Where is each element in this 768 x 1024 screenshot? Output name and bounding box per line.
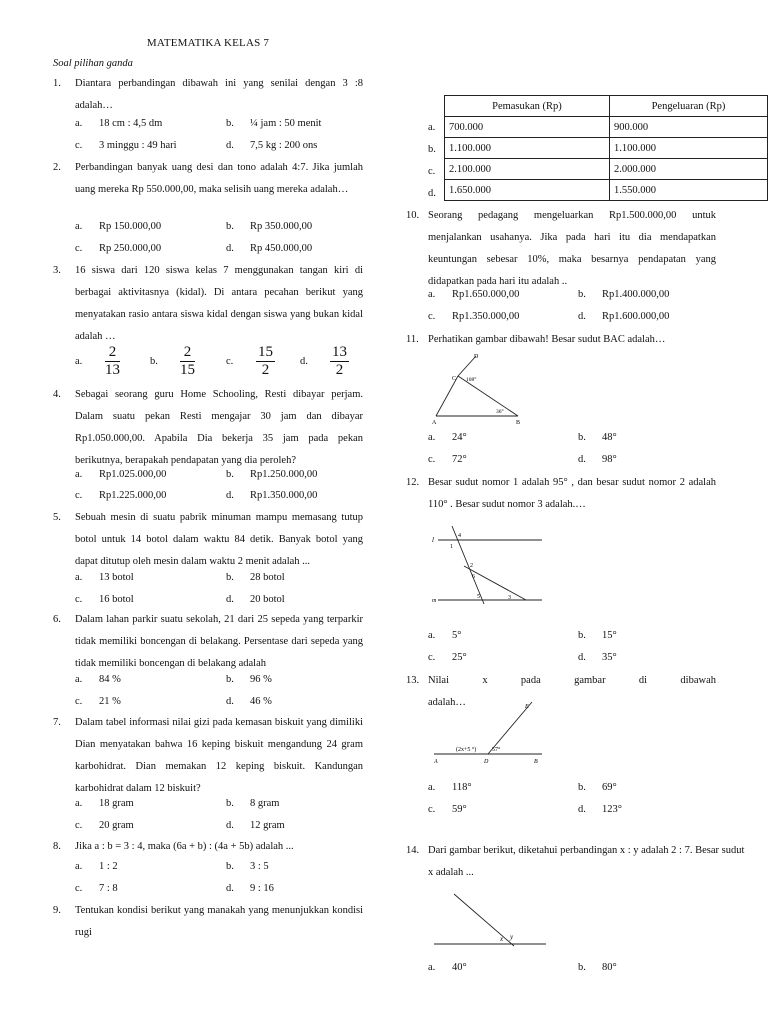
option-text: Rp 150.000,00 [99, 221, 162, 232]
question-number: 12. [406, 477, 420, 488]
question-number: 4. [53, 389, 61, 400]
question-number: 11. [406, 334, 419, 345]
label-a: A [434, 759, 438, 765]
option-text: Rp1.025.000,00 [99, 469, 167, 480]
fraction: $\frac{15}{2}$ [258, 344, 273, 378]
option-3a[interactable]: a. $\frac{2}{13}$ [75, 344, 120, 378]
option-10c[interactable]: c. Rp1.350.000,00 [428, 311, 520, 322]
option-8c[interactable]: c. 7 : 8 [75, 883, 118, 894]
question-number: 3. [53, 265, 61, 276]
option-10a[interactable]: a. Rp1.650.000,00 [428, 289, 520, 300]
option-6d[interactable]: d. 46 % [226, 696, 272, 707]
document-title: MATEMATIKA KELAS 7 [146, 37, 270, 49]
option-4a[interactable]: a. Rp1.025.000,00 [75, 469, 167, 480]
question-text: 16 siswa dari 120 siswa kelas 7 menggunakan tangan kiri di berbagai aktivitasnya (kidal). Di antara pecahan berikut yang menyatakan rasio antara siswa kidal dengan siswa yang bukan kidal adalah … [75, 265, 363, 342]
angle-6-label: 6 [472, 574, 475, 580]
angle-4-label: 4 [458, 533, 461, 539]
question-text: Seorang pedagang mengeluarkan Rp1.500.000,00 untuk menjalankan usahanya. Jika pada hari itu dia mendapatkan keuntungan sebesar 10%, maka besarnya pendapatan yang didapatkan pada hari itu adalah .. [428, 210, 716, 287]
table-row[interactable] [445, 159, 768, 180]
option-4b[interactable]: b. Rp1.250.000,00 [226, 469, 318, 480]
label-b: B [516, 420, 521, 426]
option-text: 59° [452, 804, 467, 815]
option-text: Rp1.400.000,00 [602, 289, 670, 300]
question-text: Sebuah mesin di suatu pabrik minuman mampu memasang tutup botol untuk 14 botol dalam waktu 84 detik. Banyak botol yang dapat ditutup oleh mesin dalam waktu 2 menit adalah ... [75, 512, 363, 567]
question-text: Jika a : b = 3 : 4, maka (6a + b) : (4a + 5b) adalah ... [75, 841, 294, 852]
option-6c[interactable]: c. 21 % [75, 696, 121, 707]
question-2 [53, 157, 363, 223]
option-text: 18 cm : 4,5 dm [99, 118, 163, 129]
angle-y-label: y [510, 933, 514, 941]
question-10 [406, 205, 716, 293]
table-row[interactable] [445, 138, 768, 159]
angle-b-label: 36° [496, 409, 504, 415]
option-text: 5° [452, 630, 462, 641]
question-12 [406, 472, 716, 516]
option-text: 3 : 5 [250, 861, 269, 872]
question-5 [53, 507, 363, 573]
question-1 [53, 73, 363, 117]
option-text: 7 : 8 [99, 883, 118, 894]
option-14b[interactable]: b. 80° [578, 962, 617, 973]
option-8d[interactable]: d. 9 : 16 [226, 883, 274, 894]
option-3c[interactable]: c. $\frac{15}{2}$ [226, 344, 273, 378]
option-7d[interactable]: d. 12 gram [226, 820, 285, 831]
row-label-c: c. [428, 166, 436, 177]
question-number: 2. [53, 162, 61, 173]
option-text: 7,5 kg : 200 ons [250, 140, 318, 151]
angle-3-label: 3 [508, 595, 511, 601]
question-text: Tentukan kondisi berikut yang manakah yang menunjukkan kondisi rugi [75, 905, 363, 938]
line-l-label: l [432, 536, 434, 544]
option-text: 1 : 2 [99, 861, 118, 872]
option-12b[interactable]: b. 15° [578, 630, 617, 641]
option-text: 123° [602, 804, 622, 815]
option-text: Rp1.350.000,00 [250, 490, 318, 501]
question-8 [53, 836, 363, 858]
option-text: Rp 250.000,00 [99, 243, 162, 254]
option-12d[interactable]: d. 35° [578, 652, 617, 663]
option-text: 9 : 16 [250, 883, 274, 894]
option-10b[interactable]: b. Rp1.400.000,00 [578, 289, 670, 300]
table-cell: 1.100.000 [445, 138, 610, 159]
label-d: D [474, 354, 479, 360]
label-c: C [452, 376, 457, 382]
angle-label: 57° [492, 747, 501, 753]
expression-label: (2x+5 °) [456, 747, 477, 753]
option-text: 3 minggu : 49 hari [99, 140, 177, 151]
question-number: 5. [53, 512, 61, 523]
option-text: Rp 450.000,00 [250, 243, 313, 254]
option-text: 46 % [250, 696, 272, 707]
table-row[interactable] [445, 117, 768, 138]
question-text: Perbandingan banyak uang desi dan tono adalah 4:7. Jika jumlah uang mereka Rp 550.000,00, maka selisih uang mereka adalah… [75, 162, 363, 195]
option-11d[interactable]: d. 98° [578, 454, 617, 465]
option-11b[interactable]: b. 48° [578, 432, 617, 443]
option-2d[interactable]: d. Rp 450.000,00 [226, 243, 313, 254]
question-text: Perhatikan gambar dibawah! Besar sudut BAC adalah… [428, 334, 666, 345]
question-text: Nilai x pada gambar di dibawah adalah… [428, 675, 716, 708]
label-b: B [534, 759, 538, 765]
question-14 [406, 840, 746, 884]
question-text: Besar sudut nomor 1 adalah 95° , dan besar sudut nomor 2 adalah 110° . Besar sudut nomor 3 adalah.… [428, 477, 716, 510]
option-text: Rp1.650.000,00 [452, 289, 520, 300]
option-5b[interactable]: b. 28 botol [226, 572, 285, 583]
question-text: Sebagai seorang guru Home Schooling, Resti dibayar perjam. Dalam suatu pekan Resti mengajar 30 jam dan dibayar Rp1.050.000,00. Apabila Dia bekerja 35 jam pada pekan berikutnya, berapakah pendapatan yang dia peroleh? [75, 389, 363, 466]
q14-angle-figure [432, 890, 548, 950]
option-text: 35° [602, 652, 617, 663]
question-number: 13. [406, 675, 420, 686]
option-text: Rp1.250.000,00 [250, 469, 318, 480]
option-text: 21 % [99, 696, 121, 707]
question-text: Dalam tabel informasi nilai gizi pada kemasan biskuit yang dimiliki Dian menyatakan bahwa 16 keping biskuit mengandung 24 gram karbohidrat. Dian memakan 12 keping biskuit. Kandungan karbohidrat dalam 12 biskuit? [75, 717, 363, 794]
angle-x-label: x [500, 935, 504, 943]
question-text: Dalam lahan parkir suatu sekolah, 21 dari 25 sepeda yang terparkir tidak memiliki boncengan di belakang. Persentase dari sepeda yang tidak memiliki boncengan di belakang adalah [75, 614, 363, 669]
q12-parallel-lines-figure [430, 522, 546, 606]
option-text: 16 botol [99, 594, 134, 605]
option-2c[interactable]: c. Rp 250.000,00 [75, 243, 162, 254]
angle-c-label: 108° [466, 377, 477, 383]
option-3d[interactable]: d. $\frac{13}{2}$ [300, 344, 347, 378]
line-m-label: m [432, 598, 437, 604]
option-4c[interactable]: c. Rp1.225.000,00 [75, 490, 167, 501]
option-12a[interactable]: a. 5° [428, 630, 462, 641]
option-text: 98° [602, 454, 617, 465]
angle-1-label: 1 [450, 544, 453, 550]
option-8b[interactable]: b. 3 : 5 [226, 861, 269, 872]
option-1c[interactable]: c. 3 minggu : 49 hari [75, 140, 177, 151]
question-11 [406, 329, 716, 351]
table-cell: 2.100.000 [445, 159, 610, 180]
option-5c[interactable]: c. 16 botol [75, 594, 134, 605]
option-7b[interactable]: b. 8 gram [226, 798, 280, 809]
option-text: 20 botol [250, 594, 285, 605]
column-header: Pengeluaran (Rp) [609, 96, 767, 117]
question-number: 1. [53, 78, 61, 89]
option-7a[interactable]: a. 18 gram [75, 798, 134, 809]
option-text: 72° [452, 454, 467, 465]
option-4d[interactable]: d. Rp1.350.000,00 [226, 490, 318, 501]
table-cell: 1.550.000 [609, 180, 767, 201]
table-cell: 1.100.000 [609, 138, 767, 159]
option-5d[interactable]: d. 20 botol [226, 594, 285, 605]
option-2b[interactable]: b. Rp 350.000,00 [226, 221, 313, 232]
row-label-b: b. [428, 144, 436, 155]
option-text: 118° [452, 782, 472, 793]
table-row[interactable] [445, 180, 768, 201]
option-text: 28 botol [250, 572, 285, 583]
option-13a[interactable]: a. 118° [428, 782, 472, 793]
option-text: 24° [452, 432, 467, 443]
question-number: 10. [406, 210, 420, 221]
option-6a[interactable]: a. 84 % [75, 674, 121, 685]
question-number: 6. [53, 614, 61, 625]
option-text: 13 botol [99, 572, 134, 583]
option-1d[interactable]: d. 7,5 kg : 200 ons [226, 140, 318, 151]
option-11c[interactable]: c. 72° [428, 454, 467, 465]
question-13 [406, 670, 716, 708]
column-header: Pemasukan (Rp) [445, 96, 610, 117]
option-5a[interactable]: a. 13 botol [75, 572, 134, 583]
option-text: 20 gram [99, 820, 134, 831]
question-3 [53, 260, 363, 348]
option-1a[interactable]: a. 18 cm : 4,5 dm [75, 118, 163, 129]
row-label-a: a. [428, 122, 436, 133]
option-13d[interactable]: d. 123° [578, 804, 622, 815]
option-text: 84 % [99, 674, 121, 685]
label-a: A [432, 420, 437, 426]
question-9 [53, 900, 363, 944]
question-4 [53, 384, 363, 472]
option-text: Rp1.350.000,00 [452, 311, 520, 322]
question-number: 7. [53, 717, 61, 728]
angle-5-label: 5 [477, 594, 480, 600]
option-text: 18 gram [99, 798, 134, 809]
question-text: Diantara perbandingan dibawah ini yang senilai dengan 3 :8 adalah… [75, 78, 363, 111]
table-cell: 700.000 [445, 117, 610, 138]
question-7 [53, 712, 363, 800]
option-text: Rp1.600.000,00 [602, 311, 670, 322]
section-heading: Soal pilihan ganda [53, 58, 133, 69]
label-d: D [484, 759, 489, 765]
option-12c[interactable]: c. 25° [428, 652, 467, 663]
question-6 [53, 609, 363, 675]
option-text: 96 % [250, 674, 272, 685]
question-number: 8. [53, 841, 61, 852]
angle-2-label: 2 [470, 563, 473, 569]
option-13b[interactable]: b. 69° [578, 782, 617, 793]
option-6b[interactable]: b. 96 % [226, 674, 272, 685]
row-label-d: d. [428, 188, 436, 199]
table-cell: 1.650.000 [445, 180, 610, 201]
label-e: E [525, 704, 529, 710]
question-text: Dari gambar berikut, diketahui perbandingan x : y adalah 2 : 7. Besar sudut x adalah ... [428, 845, 745, 878]
option-text: ¼ jam : 50 menit [250, 118, 322, 129]
option-text: 48° [602, 432, 617, 443]
option-text: Rp1.225.000,00 [99, 490, 167, 501]
option-text: 80° [602, 962, 617, 973]
option-3b[interactable]: b. $\frac{2}{15}$ [150, 344, 195, 378]
fraction: $\frac{2}{13}$ [105, 344, 120, 378]
option-1b[interactable]: b. ¼ jam : 50 menit [226, 118, 322, 129]
option-text: 15° [602, 630, 617, 641]
fraction: $\frac{2}{15}$ [180, 344, 195, 378]
option-2a[interactable]: a. Rp 150.000,00 [75, 221, 162, 232]
table-cell: 2.000.000 [609, 159, 767, 180]
q13-angle-figure [432, 698, 546, 768]
option-text: 12 gram [250, 820, 285, 831]
question-number: 14. [406, 845, 420, 856]
option-7c[interactable]: c. 20 gram [75, 820, 134, 831]
option-text: 69° [602, 782, 617, 793]
option-10d[interactable]: d. Rp1.600.000,00 [578, 311, 670, 322]
option-text: 40° [452, 962, 467, 973]
option-8a[interactable]: a. 1 : 2 [75, 861, 118, 872]
option-14a[interactable]: a. 40° [428, 962, 467, 973]
question-number: 9. [53, 905, 61, 916]
option-text: 25° [452, 652, 467, 663]
option-13c[interactable]: c. 59° [428, 804, 467, 815]
option-text: Rp 350.000,00 [250, 221, 313, 232]
q11-triangle-figure [428, 350, 528, 426]
q9-table [444, 95, 768, 201]
fraction: $\frac{13}{2}$ [332, 344, 347, 378]
table-header-row [445, 96, 768, 117]
table-cell: 900.000 [609, 117, 767, 138]
option-11a[interactable]: a. 24° [428, 432, 467, 443]
option-text: 8 gram [250, 798, 280, 809]
